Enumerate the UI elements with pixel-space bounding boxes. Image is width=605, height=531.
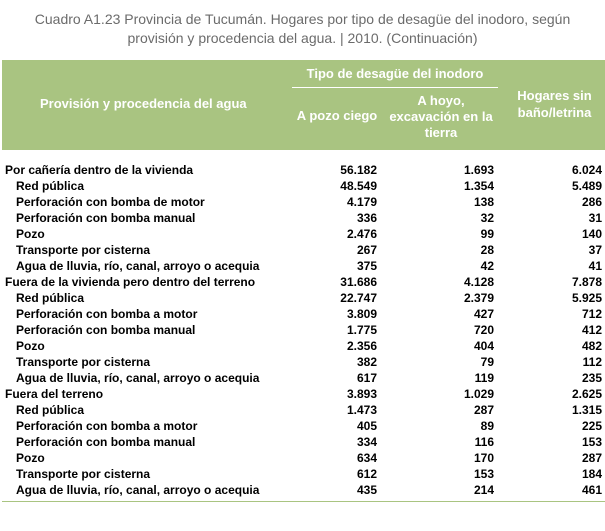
cell-hoyo: 138 bbox=[473, 195, 494, 209]
cell-pozo-ciego: 375 bbox=[356, 259, 377, 273]
table-row bbox=[0, 210, 605, 226]
cell-hoyo: 404 bbox=[473, 339, 494, 353]
row-label: Perforación con bomba manual bbox=[16, 435, 196, 449]
header-col-sin-bano: Hogares sin baño/letrina bbox=[517, 88, 592, 120]
cell-hoyo: 119 bbox=[474, 371, 494, 385]
table-bottom-divider bbox=[2, 501, 605, 502]
table-row bbox=[0, 482, 605, 498]
cell-hoyo: 214 bbox=[473, 483, 494, 497]
cell-sin-bano: 7.878 bbox=[571, 275, 602, 289]
cell-hoyo: 1.693 bbox=[463, 163, 494, 177]
table-row bbox=[0, 178, 605, 194]
cell-hoyo: 170 bbox=[473, 451, 494, 465]
cell-pozo-ciego: 31.686 bbox=[340, 275, 377, 289]
row-label: Pozo bbox=[16, 227, 45, 241]
cell-pozo-ciego: 48.549 bbox=[340, 179, 377, 193]
row-label: Transporte por cisterna bbox=[16, 243, 151, 257]
cell-hoyo: 720 bbox=[473, 323, 494, 337]
cell-sin-bano: 5.925 bbox=[571, 291, 602, 305]
header-col-hoyo: A hoyo, excavación en la tierra bbox=[389, 93, 493, 140]
cell-sin-bano: 112 bbox=[582, 355, 602, 369]
table-row bbox=[0, 242, 605, 258]
cell-pozo-ciego: 4.179 bbox=[346, 195, 377, 209]
cell-pozo-ciego: 435 bbox=[356, 483, 377, 497]
cell-pozo-ciego: 382 bbox=[356, 355, 377, 369]
cell-sin-bano: 140 bbox=[581, 227, 602, 241]
cell-pozo-ciego: 2.356 bbox=[346, 339, 377, 353]
cell-hoyo: 99 bbox=[480, 227, 494, 241]
table-row bbox=[0, 354, 605, 370]
row-label: Fuera de la vivienda pero dentro del terreno bbox=[5, 275, 256, 289]
row-label: Agua de lluvia, río, canal, arroyo o acequia bbox=[16, 259, 260, 273]
cell-hoyo: 427 bbox=[473, 307, 494, 321]
table-row bbox=[0, 450, 605, 466]
header-provision: Provisión y procedencia del agua bbox=[40, 96, 247, 111]
table-body bbox=[0, 162, 605, 498]
cell-pozo-ciego: 3.809 bbox=[346, 307, 377, 321]
row-label: Transporte por cisterna bbox=[16, 467, 151, 481]
table-row bbox=[0, 466, 605, 482]
row-label: Pozo bbox=[16, 339, 45, 353]
table-row bbox=[0, 402, 605, 418]
table-row bbox=[0, 194, 605, 210]
cell-pozo-ciego: 3.893 bbox=[346, 387, 377, 401]
cell-hoyo: 42 bbox=[480, 259, 494, 273]
row-label: Perforación con bomba manual bbox=[16, 323, 196, 337]
cell-hoyo: 2.379 bbox=[463, 291, 494, 305]
cell-hoyo: 32 bbox=[480, 211, 494, 225]
header-col-pozo-ciego: A pozo ciego bbox=[296, 108, 378, 123]
cell-sin-bano: 225 bbox=[581, 419, 602, 433]
cell-sin-bano: 482 bbox=[581, 339, 602, 353]
cell-sin-bano: 235 bbox=[581, 371, 602, 385]
cell-pozo-ciego: 617 bbox=[356, 371, 377, 385]
cell-sin-bano: 2.625 bbox=[571, 387, 602, 401]
row-label: Perforación con bomba de motor bbox=[16, 195, 205, 209]
cell-sin-bano: 461 bbox=[581, 483, 602, 497]
header-group-desague: Tipo de desagüe del inodoro bbox=[306, 66, 484, 81]
cell-sin-bano: 287 bbox=[581, 451, 602, 465]
table-row bbox=[0, 290, 605, 306]
row-label: Red pública bbox=[16, 179, 85, 193]
row-label: Red pública bbox=[16, 291, 85, 305]
row-label: Agua de lluvia, río, canal, arroyo o acequia bbox=[16, 483, 260, 497]
cell-pozo-ciego: 22.747 bbox=[340, 291, 377, 305]
row-label: Fuera del terreno bbox=[5, 387, 104, 401]
cell-sin-bano: 41 bbox=[588, 259, 602, 273]
row-label: Transporte por cisterna bbox=[16, 355, 151, 369]
cell-hoyo: 116 bbox=[474, 435, 494, 449]
cell-sin-bano: 153 bbox=[581, 435, 602, 449]
row-label: Perforación con bomba a motor bbox=[16, 307, 198, 321]
row-label: Pozo bbox=[16, 451, 45, 465]
cell-sin-bano: 37 bbox=[588, 243, 602, 257]
cell-hoyo: 79 bbox=[480, 355, 494, 369]
cell-pozo-ciego: 334 bbox=[356, 435, 377, 449]
table-row bbox=[0, 306, 605, 322]
cell-pozo-ciego: 336 bbox=[356, 211, 377, 225]
row-label: Perforación con bomba manual bbox=[16, 211, 196, 225]
cell-hoyo: 4.128 bbox=[463, 275, 494, 289]
row-label: Agua de lluvia, río, canal, arroyo o acequia bbox=[16, 371, 260, 385]
table-caption bbox=[0, 10, 605, 48]
table-header bbox=[2, 60, 605, 150]
table-row bbox=[0, 370, 605, 386]
cell-pozo-ciego: 1.473 bbox=[346, 403, 377, 417]
cell-pozo-ciego: 2.476 bbox=[346, 227, 377, 241]
caption-line-1: Cuadro A1.23 Provincia de Tucumán. Hogares por tipo de desagüe del inodoro, según bbox=[34, 11, 571, 27]
table-row-group bbox=[0, 386, 605, 402]
cell-pozo-ciego: 1.775 bbox=[346, 323, 377, 337]
table-row bbox=[0, 418, 605, 434]
cell-hoyo: 1.029 bbox=[463, 387, 494, 401]
cell-hoyo: 89 bbox=[480, 419, 494, 433]
table-row bbox=[0, 338, 605, 354]
cell-hoyo: 28 bbox=[480, 243, 494, 257]
cell-sin-bano: 712 bbox=[581, 307, 602, 321]
cell-sin-bano: 286 bbox=[581, 195, 602, 209]
table-row-group bbox=[0, 274, 605, 290]
cell-sin-bano: 6.024 bbox=[571, 163, 602, 177]
table-row bbox=[0, 226, 605, 242]
table-row-group bbox=[0, 162, 605, 178]
header-group-divider bbox=[292, 87, 498, 88]
cell-sin-bano: 31 bbox=[588, 211, 602, 225]
cell-hoyo: 287 bbox=[473, 403, 494, 417]
cell-pozo-ciego: 612 bbox=[356, 467, 377, 481]
cell-pozo-ciego: 56.182 bbox=[340, 163, 377, 177]
row-label: Por cañería dentro de la vivienda bbox=[5, 163, 194, 177]
row-label: Red pública bbox=[16, 403, 85, 417]
caption-line-2: provisión y procedencia del agua. | 2010. (Continuación) bbox=[127, 30, 478, 46]
cell-sin-bano: 412 bbox=[581, 323, 602, 337]
cell-pozo-ciego: 267 bbox=[356, 243, 377, 257]
cell-pozo-ciego: 405 bbox=[356, 419, 377, 433]
cell-hoyo: 153 bbox=[473, 467, 494, 481]
cell-sin-bano: 1.315 bbox=[571, 403, 602, 417]
cell-sin-bano: 184 bbox=[581, 467, 602, 481]
cell-pozo-ciego: 634 bbox=[356, 451, 377, 465]
row-label: Perforación con bomba a motor bbox=[16, 419, 198, 433]
cell-hoyo: 1.354 bbox=[463, 179, 494, 193]
table-row bbox=[0, 434, 605, 450]
table-row bbox=[0, 322, 605, 338]
cell-sin-bano: 5.489 bbox=[571, 179, 602, 193]
table-row bbox=[0, 258, 605, 274]
